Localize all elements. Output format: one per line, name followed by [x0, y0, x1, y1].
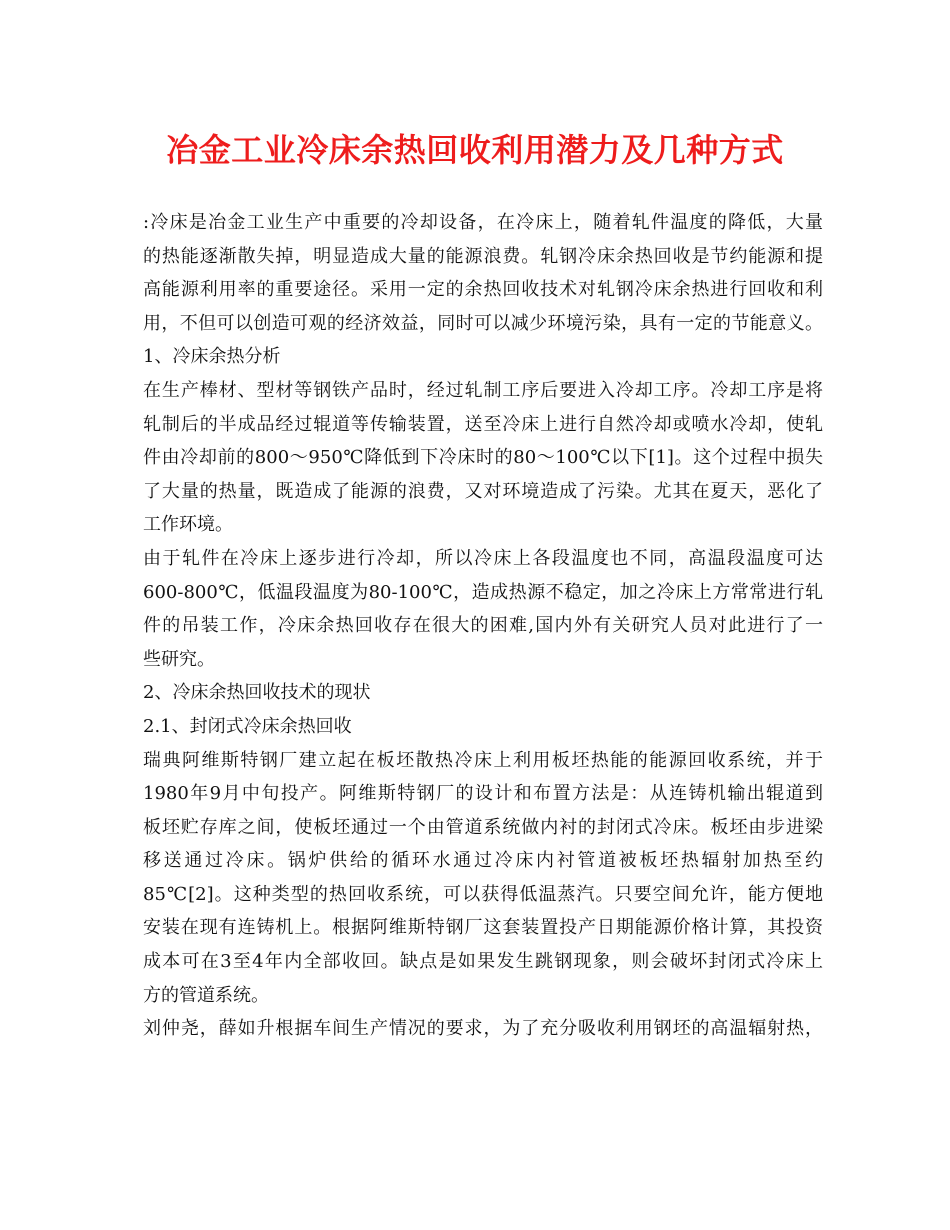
body-text-line: 工作环境。: [143, 514, 233, 536]
body-text-line: 轧制后的半成品经过辊道等传输装置，送至冷床上进行自然冷却或喷水冷却，使轧: [143, 413, 823, 435]
body-text-line: 些研究。: [143, 648, 215, 670]
document-body: [143, 206, 823, 1046]
body-text-line: 板坯贮存库之间，使板坯通过一个由管道系统做内衬的封闭式冷床。板坯由步进梁: [143, 816, 823, 838]
body-text-line: 刘仲尧，薛如升根据车间生产情况的要求，为了充分吸收利用钢坯的高温辐射热，: [143, 1018, 823, 1040]
body-text-line: 600-800℃，低温段温度为80-100℃，造成热源不稳定，加之冷床上方常常进行轧: [143, 581, 823, 603]
body-text-line: 了大量的热量，既造成了能源的浪费，又对环境造成了污染。尤其在夏天，恶化了: [143, 480, 823, 502]
body-text-line: 由于轧件在冷床上逐步进行冷却，所以冷床上各段温度也不同，高温段温度可达: [143, 547, 823, 569]
body-text-line: 2、冷床余热回收技术的现状: [143, 682, 371, 704]
body-text-line: 高能源利用率的重要途径。采用一定的余热回收技术对轧钢冷床余热进行回收和利: [143, 279, 823, 301]
body-text-line: 用，不但可以创造可观的经济效益，同时可以减少环境污染，具有一定的节能意义。: [143, 312, 823, 334]
body-text-line: 1、冷床余热分析: [143, 346, 281, 368]
document-title: 冶金工业冷床余热回收利用潜力及几种方式: [166, 131, 784, 169]
body-text-line: 件的吊装工作，冷床余热回收存在很大的困难,国内外有关研究人员对此进行了一: [143, 615, 823, 637]
body-text-line: 1980年9月中旬投产。阿维斯特钢厂的设计和布置方法是：从连铸机输出辊道到: [143, 783, 823, 805]
body-text-line: 在生产棒材、型材等钢铁产品时，经过轧制工序后要进入冷却工序。冷却工序是将: [143, 379, 823, 401]
body-text-line: :冷床是冶金工业生产中重要的冷却设备，在冷床上，随着轧件温度的降低，大量: [143, 212, 823, 233]
body-text-line: 85℃[2]。这种类型的热回收系统，可以获得低温蒸汽。只要空间允许，能方便地: [143, 883, 823, 905]
body-text-line: 件由冷却前的800～950℃降低到下冷床时的80～100℃以下[1]。这个过程中损失: [143, 447, 823, 469]
body-text-line: 方的管道系统。: [143, 984, 269, 1006]
body-text-line: 移送通过冷床。锅炉供给的循环水通过冷床内衬管道被板坯热辐射加热至约: [143, 850, 823, 872]
body-text-line: 2.1、封闭式冷床余热回收: [143, 715, 352, 737]
body-text-line: 成本可在3至4年内全部收回。缺点是如果发生跳钢现象，则会破坏封闭式冷床上: [143, 951, 823, 973]
body-text-line: 瑞典阿维斯特钢厂建立起在板坯散热冷床上利用板坯热能的能源回收系统，并于: [143, 749, 823, 771]
body-text-line: 的热能逐渐散失掉，明显造成大量的能源浪费。轧钢冷床余热回收是节约能源和提: [143, 245, 823, 267]
body-text-line: 安装在现有连铸机上。根据阿维斯特钢厂这套装置投产日期能源价格计算，其投资: [143, 917, 823, 939]
